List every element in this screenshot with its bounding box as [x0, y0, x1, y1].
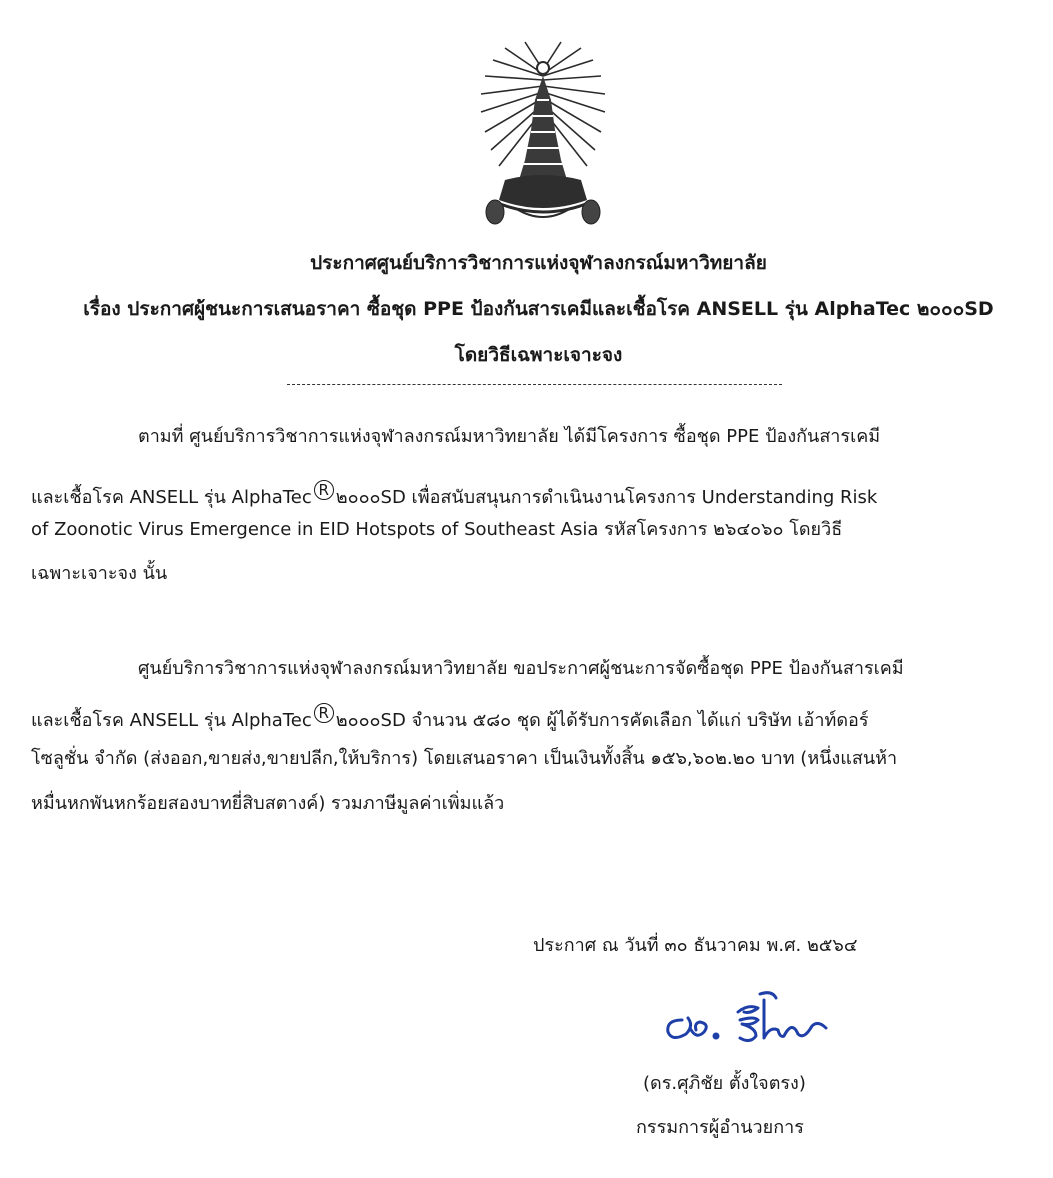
chulalongkorn-emblem-icon [475, 40, 611, 240]
paragraph2-line1: ศูนย์บริการวิชาการแห่งจุฬาลงกรณ์มหาวิทยาลัย ขอประกาศผู้ชนะการจัดซื้อชุด PPE ป้องกันสารเคมี [138, 658, 904, 679]
signer-name: (ดร.ศุภิชัย ตั้งใจตรง) [643, 1073, 806, 1094]
paragraph2-line3: โซลูชั่น จำกัด (ส่งออก,ขายส่ง,ขายปลีก,ให้บริการ) โดยเสนอราคา เป็นเงินทั้งสิ้น ๑๕๖,๖๐๒.๒๐ บาท (หนึ่งแสนห้า [31, 748, 898, 769]
handwritten-signature [660, 990, 835, 1050]
announcement-date: ประกาศ ณ วันที่ ๓๐ ธันวาคม พ.ศ. ๒๕๖๔ [533, 935, 858, 956]
paragraph1-line3: of Zoonotic Virus Emergence in EID Hotspots of Southeast Asia รหัสโครงการ ๒๖๔๐๖๐ โดยวิธี [31, 519, 843, 540]
paragraph2-line2-part-a: และเชื้อโรค ANSELL รุ่น AlphaTec [31, 710, 312, 731]
paragraph2-line2-part-b: ๒๐๐๐SD จำนวน ๕๘๐ ชุด ผู้ได้รับการคัดเลือก ได้แก่ บริษัท เอ้าท์ดอร์ [335, 710, 869, 731]
registered-mark-icon: R [314, 480, 334, 500]
paragraph1-line2-part-a: และเชื้อโรค ANSELL รุ่น AlphaTec [31, 487, 312, 508]
announcement-heading: ประกาศศูนย์บริการวิชาการแห่งจุฬาลงกรณ์มหาวิทยาลัย [310, 252, 767, 274]
dashed-divider [287, 384, 782, 385]
paragraph1-line1: ตามที่ ศูนย์บริการวิชาการแห่งจุฬาลงกรณ์มหาวิทยาลัย ได้มีโครงการ ซื้อชุด PPE ป้องกันสารเคมี [138, 426, 881, 447]
paragraph1-line4: เฉพาะเจาะจง นั้น [31, 563, 168, 584]
registered-mark-icon: R [314, 703, 334, 723]
signer-title: กรรมการผู้อำนวยการ [636, 1117, 804, 1138]
paragraph2-line4: หมื่นหกพันหกร้อยสองบาทยี่สิบสตางค์) รวมภาษีมูลค่าเพิ่มแล้ว [31, 793, 505, 814]
paragraph2-line2 [31, 703, 869, 730]
paragraph1-line2 [31, 480, 877, 507]
procurement-method: โดยวิธีเฉพาะเจาะจง [454, 344, 623, 366]
paragraph1-line2-part-b: ๒๐๐๐SD เพื่อสนับสนุนการดำเนินงานโครงการ Understanding Risk [335, 487, 878, 508]
announcement-subject: เรื่อง ประกาศผู้ชนะการเสนอราคา ซื้อชุด PPE ป้องกันสารเคมีและเชื้อโรค ANSELL รุ่น AlphaTec ๒๐๐๐SD [83, 298, 994, 320]
